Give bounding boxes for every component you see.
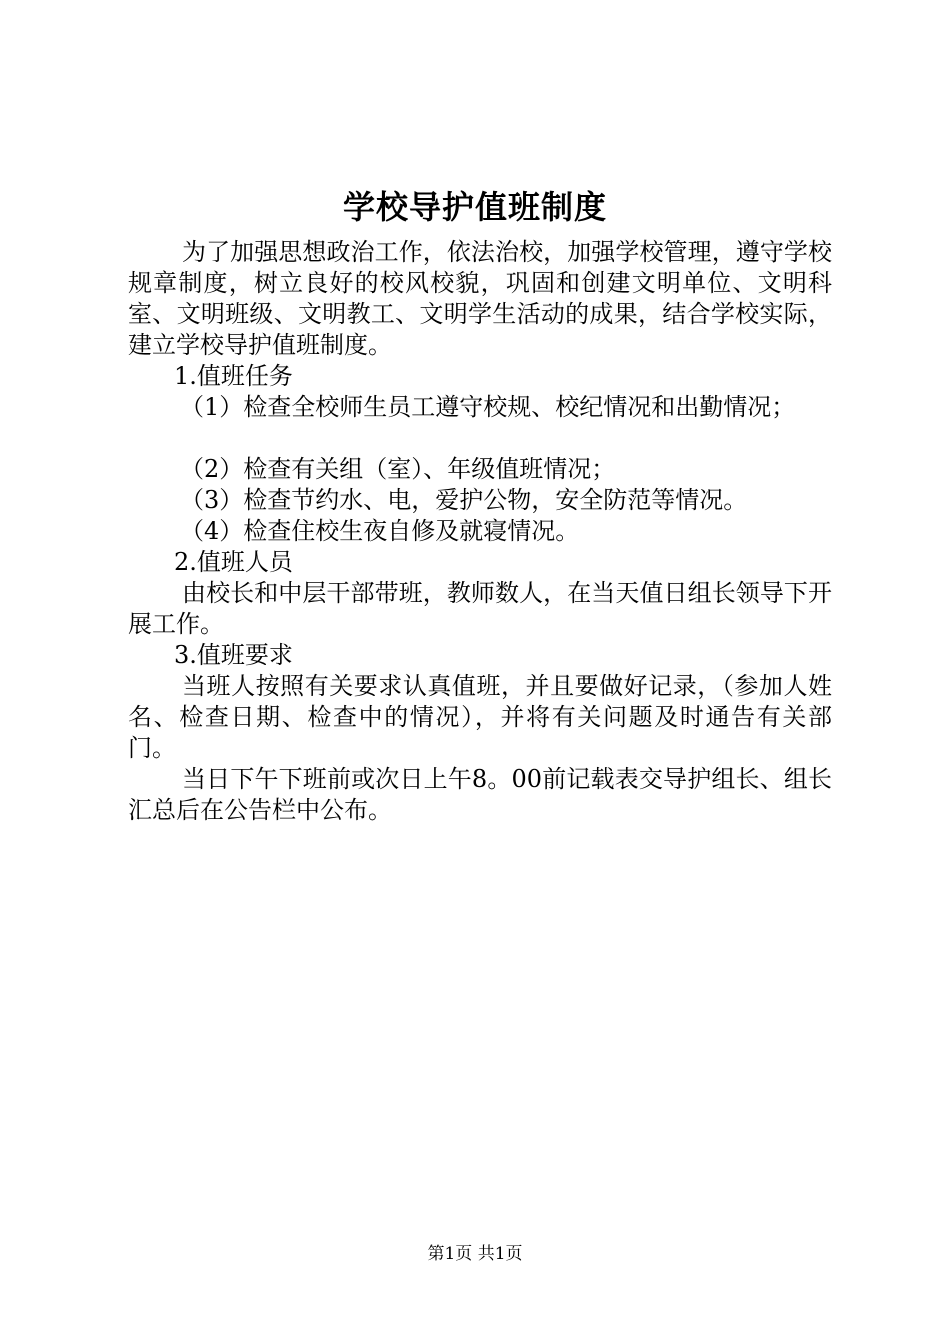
document-title: 学校导护值班制度 xyxy=(342,188,607,226)
intro-paragraph: 为了加强思想政治工作，依法治校，加强学校管理，遵守学校规章制度，树立良好的校风校貌，巩固和创建文明单位、文明科室、文明班级、文明教工、文明学生活动的成果，结合学校实际，建立学校导护值班制度。 xyxy=(128,238,832,359)
section-heading-duty-tasks: 1.值班任务 xyxy=(174,362,293,390)
blank-line xyxy=(128,423,832,454)
duty-task-item-3: （3）检查节约水、电，爱护公物，安全防范等情况。 xyxy=(180,486,748,514)
duty-task-item-2: （2）检查有关组（室）、年级值班情况； xyxy=(180,455,616,483)
document-body xyxy=(128,237,832,826)
duty-requirements-paragraph-2: 当日下午下班前或次日上午8。00前记载表交导护组长、组长汇总后在公告栏中公布。 xyxy=(128,765,832,824)
duty-task-item-1: （1）检查全校师生员工遵守校规、校纪情况和出勤情况； xyxy=(180,393,796,421)
duty-task-item-4: （4）检查住校生夜自修及就寝情况。 xyxy=(180,517,580,545)
page-footer: 第1页 共1页 xyxy=(427,1244,523,1264)
section-heading-duty-requirements: 3.值班要求 xyxy=(174,641,293,669)
section-heading-duty-staff: 2.值班人员 xyxy=(174,548,293,576)
duty-requirements-paragraph-1: 当班人按照有关要求认真值班，并且要做好记录，（参加人姓名、检查日期、检查中的情况），并将有关问题及时通告有关部门。 xyxy=(128,672,832,762)
duty-staff-paragraph: 由校长和中层干部带班，教师数人，在当天值日组长领导下开展工作。 xyxy=(128,579,832,638)
